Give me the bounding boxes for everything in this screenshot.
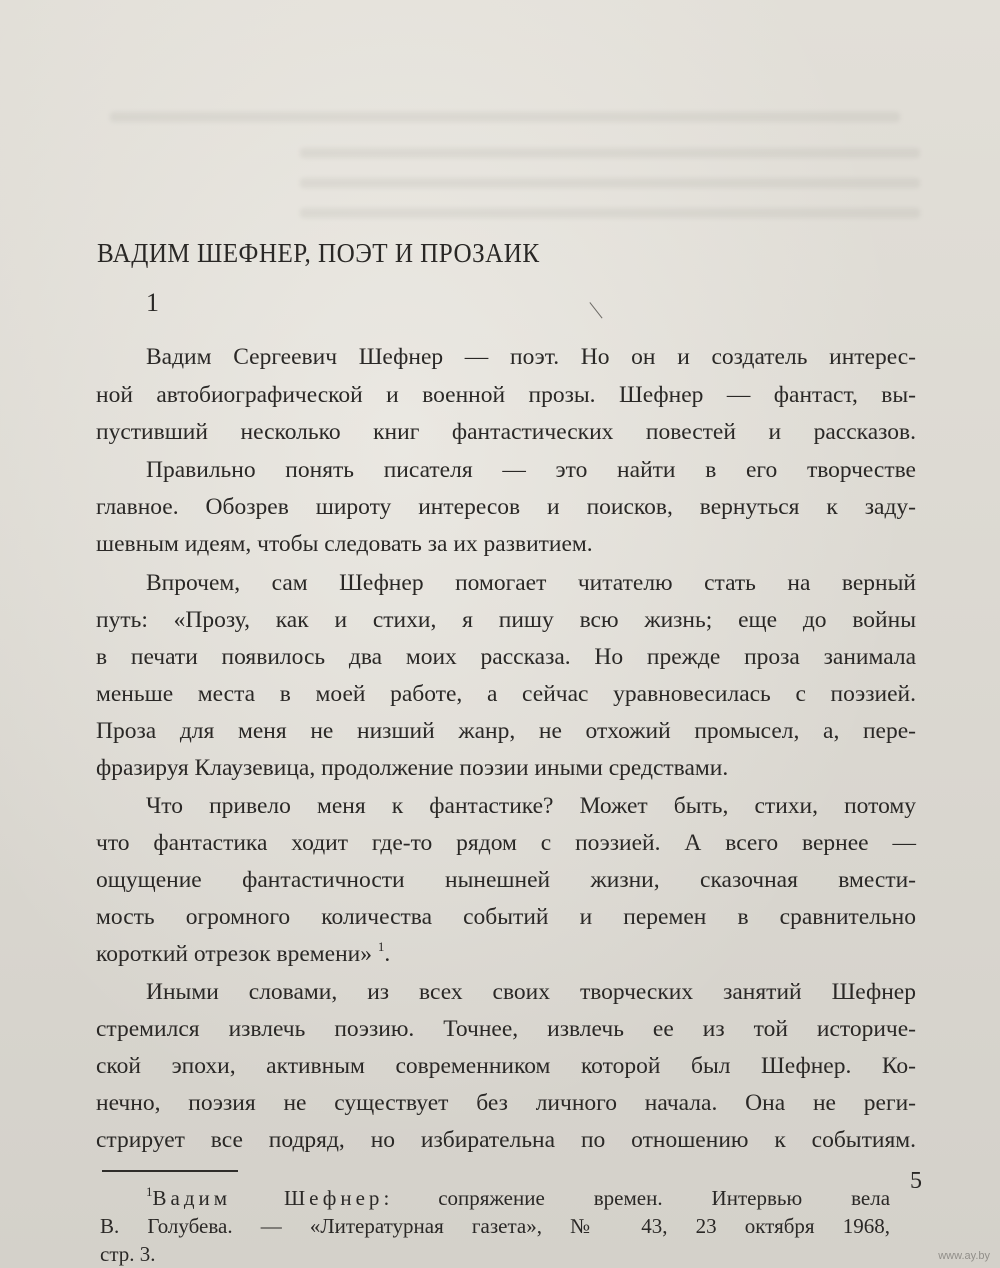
show-through-text <box>300 208 920 218</box>
pencil-mark <box>589 294 613 319</box>
text-line: шевным идеям, чтобы следовать за их развитием. <box>96 531 593 557</box>
text-line: стремился извлечь поэзию. Точнее, извлечь ее из той историче- <box>96 1016 916 1042</box>
text-line: пустивший несколько книг фантастических повестей и рассказов. <box>96 419 916 445</box>
text-line: фразируя Клаузевица, продолжение поэзии иными средствами. <box>96 755 729 781</box>
text-line: что фантастика ходит где-то рядом с поэзией. А всего вернее — <box>96 830 916 856</box>
text-line: короткий отрезок времени» $^1$. <box>96 939 391 967</box>
watermark: www.ay.by <box>938 1250 990 1262</box>
footnote-line <box>146 1184 891 1210</box>
show-through-text <box>110 112 900 122</box>
text-line: мость огромного количества событий и перемен в сравнительно <box>96 904 916 930</box>
footnote-separator <box>102 1170 238 1172</box>
text-line: путь: «Прозу, как и стихи, я пишу всю жизнь; еще до войны <box>96 607 916 633</box>
text-line-content: короткий отрезок времени» <box>96 941 373 967</box>
text-line: Что привело меня к фантастике? Может быть, стихи, потому <box>146 793 916 819</box>
text-line: нечно, поэзия не существует без личного начала. Она не реги- <box>96 1090 916 1116</box>
show-through-text <box>300 148 920 158</box>
footnote-author: Вадим Шефнер <box>152 1186 384 1210</box>
text-line: Иными словами, из всех своих творческих занятий Шефнер <box>146 979 916 1005</box>
text-line: Правильно понять писателя — это найти в его творчестве <box>146 457 916 483</box>
page-number: 5 <box>910 1168 922 1194</box>
text-line: ной автобиографической и военной прозы. Шефнер — фантаст, вы- <box>96 382 916 408</box>
text-line: ощущение фантастичности нынешней жизни, сказочная вмести- <box>96 867 916 893</box>
chapter-heading: ВАДИМ ШЕФНЕР, ПОЭТ И ПРОЗАИК <box>97 238 540 268</box>
footnote-line: стр. 3. <box>100 1242 156 1266</box>
footnote-line: В. Голубева. — «Литературная газета», № 43, 23 октября 1968, <box>100 1214 890 1238</box>
footnote-marker: 1 <box>146 1184 153 1199</box>
text-line: Впрочем, сам Шефнер помогает читателю стать на верный <box>146 570 916 596</box>
footnote-reference: 1 <box>377 939 385 954</box>
text-line: главное. Обозрев широту интересов и поисков, вернуться к заду- <box>96 494 916 520</box>
text-line: ской эпохи, активным современником которой был Шефнер. Ко- <box>96 1053 916 1079</box>
section-number: 1 <box>146 288 159 317</box>
footnote-text: : сопряжение времен. Интервью вела <box>383 1186 891 1210</box>
text-line: в печати появилось два моих рассказа. Но прежде проза занимала <box>96 644 916 670</box>
text-line: Вадим Сергеевич Шефнер — поэт. Но он и создатель интерес- <box>146 344 916 370</box>
text-line: стрирует все подряд, но избирательна по отношению к событиям. <box>96 1127 916 1153</box>
show-through-text <box>300 178 920 188</box>
text-line: Проза для меня не низший жанр, не отхожий промысел, а, пере- <box>96 718 916 744</box>
text-line: меньше места в моей работе, а сейчас уравновесилась с поэзией. <box>96 681 916 707</box>
